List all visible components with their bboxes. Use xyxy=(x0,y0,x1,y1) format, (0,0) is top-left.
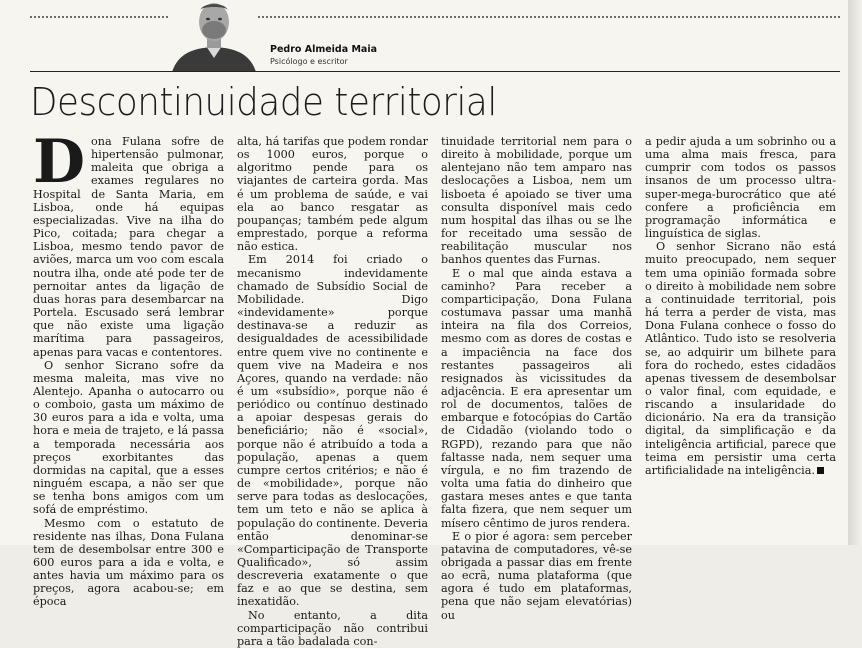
page-edge-shadow xyxy=(848,0,862,545)
article-column-3 xyxy=(441,135,632,622)
paragraph: Mesmo com o estatuto de residente nas ilhas, Dona Fulana tem de desembolsar entre 300 e 600 euros para a ida e volta, e antes havia um máximo para os preços, agora acabou-se; em época xyxy=(33,516,224,609)
paragraph: E o pior é agora: sem perceber patavina de computadores, vê-se obrigada a passar dias em frente ao ecrã, numa plataforma (que agora é tudo em plataformas, pena que não sejam elevatórias) ou xyxy=(441,529,632,622)
author-photo xyxy=(170,0,258,72)
top-dotted-rule xyxy=(30,16,840,18)
author-byline xyxy=(270,44,377,66)
paragraph xyxy=(33,127,224,359)
paragraph xyxy=(645,240,836,477)
article-column-2 xyxy=(237,135,429,648)
author-name: Pedro Almeida Maia xyxy=(270,44,377,55)
end-of-article-mark xyxy=(817,467,824,474)
paragraph: alta, há tarifas que podem rondar os 1000 euros, porque o algoritmo pende para os viajantes de carteira gorda. Mas é um problema de saúde, e vai ela ao banco resgatar as poupanças; também pede algum emprestado, porque a reforma não estica. xyxy=(237,135,429,254)
paragraph: Em 2014 foi criado o mecanismo indevidamente chamado de Subsídio Social de Mobilidade. Digo «indevidamente» porque destinava-se a reduzir as desigualdades de acessibilidade entre quem vive no continente e quem vive na Madeira e nos Açores, quando na verdade: não é um «subsídio», porque não é periódico ou contínuo destinado a apoiar despesas gerais do beneficiário; não é «social», porque não é atribuído a toda a população, apenas a quem cumpre certos critérios; e não é de «mobilidade», porque não serve para todas as deslocações, tem um teto e não se aplica à população do continente. Deveria então denominar-se «Comparticipação de Transporte Qualificado», só assim descreveria exatamente o que faz e ao que se destina, sem inexatidão. xyxy=(237,253,428,609)
paragraph: E o mal que ainda estava a caminho? Para receber a comparticipação, Dona Fulana costumava passar uma manhã inteira na fila dos Correios, mesmo com as dores de costas e a impaciência na face dos restantes passageiros ali resignados às vicissitudes da adjacência. E era apresentar um rol de documentos, talões de embarque e fotocópias do Cartão de Cidadão (violando todo o RGPD), rezando para que não faltasse nada, nem sequer uma vírgula, e no fim trazendo de volta uma fatia do dinheiro que gastara meses antes e que tanta falta fizera, que nem sequer um mísero cêntimo de juros rendera. xyxy=(441,266,632,530)
drop-cap: D xyxy=(33,127,86,197)
paragraph: O senhor Sicrano sofre da mesma maleita, mas vive no Alentejo. Apanha o autocarro ou o comboio, gasta um máximo de 30 euros para a ida e volta, uma hora e meia de trajeto, e lá passa a temporada necessária aos preços exorbitantes das dormidas na capital, que a esses ninguém escapa, a não ser que se tenha bons amigos com um sofá de empréstimo. xyxy=(33,358,224,517)
paragraph: a pedir ajuda a um sobrinho ou a uma alma mais fresca, para cumprir com todos os passos insanos de um processo ultra-super-mega-burocrático que até confere a proficiência em programação informática e linguística de siglas. xyxy=(645,135,836,241)
paragraph: tinuidade territorial nem para o direito à mobilidade, porque um alentejano não tem amparo nas deslocações a Lisboa, nem um lisboeta é apoiado se tiver uma consulta disponível mais cedo num hospital das ilhas ou se lhe for receitado uma sessão de reabilitação muscular nos banhos quentes das Furnas. xyxy=(441,135,632,267)
article-column-4 xyxy=(645,135,836,545)
paragraph-text: ona Fulana sofre de hipertensão pulmonar, maleita que obriga a exames regulares no Hospital de Santa Maria, em Lisboa, onde há equipas especializadas. Vive na ilha do Pico, coitada; para chegar a Lisboa, mesmo tendo pavor de aviões, marca um voo com escala noutra ilha, onde até pode ter de pernoitar antes da ligação de duas horas para desembarcar na Portela. Escusado será lembrar que não existe uma ligação marítima para passageiros, apenas para vacas e contentores. xyxy=(33,135,224,359)
article-body xyxy=(33,127,839,648)
paragraph-text: O senhor Sicrano não está muito preocupado, nem sequer tem uma opinião formada sobre o direito à mobilidade nem sobre a continuidade territorial, pois há terra a perder de vista, mas Dona Fulana conhece o fosso do Atlântico. Tudo isto se resolveria se, ao adquirir um bilhete para fora do rochedo, estes cidadãos apenas tivessem de desembolsar o valor final, com equidade, e riscando a insularidade do dicionário. Na era da transição digital, da simplificação e da inteligência artificial, parece que teima em persistir uma certa artificialidade na inteligência. xyxy=(645,240,836,477)
author-role: Psicólogo e escritor xyxy=(270,57,348,66)
article-column-1 xyxy=(33,127,224,609)
paragraph: No entanto, a dita comparticipação não contribui para a tão badalada con- xyxy=(237,608,428,648)
article-headline: Descontinuidade territorial xyxy=(30,80,497,124)
header-rule xyxy=(30,71,840,72)
